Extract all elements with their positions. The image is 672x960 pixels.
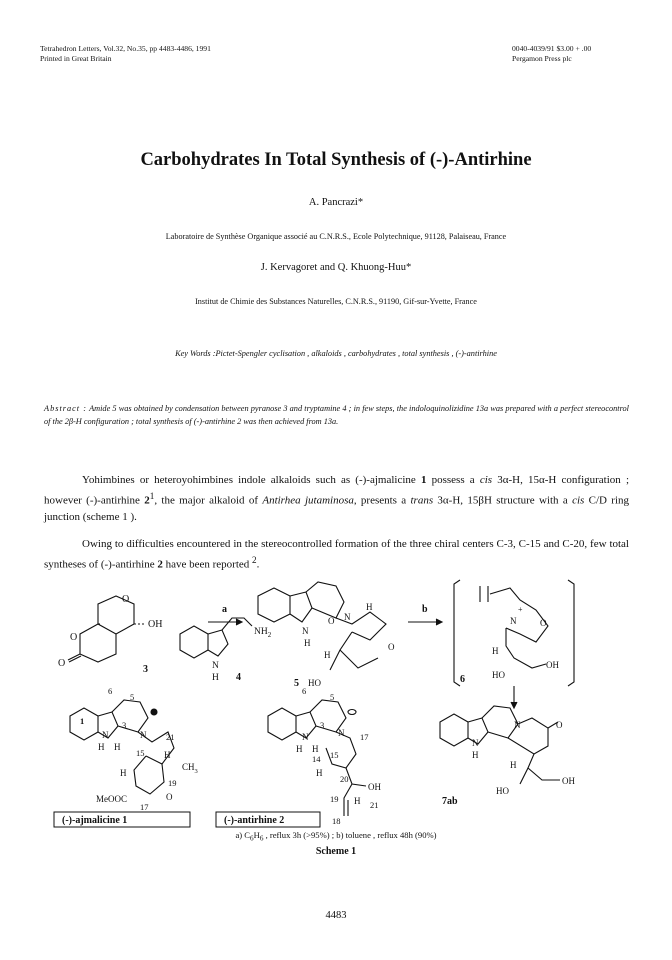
o-label: O — [166, 792, 173, 802]
italic-term: trans — [410, 494, 434, 507]
caption-text: , reflux 3h (>95%) ; b) toluene , reflux 48h (90%) — [263, 830, 437, 840]
scheme-1-diagram — [40, 572, 632, 828]
compound-label: 7ab — [442, 796, 458, 807]
atom-number: 19 — [168, 778, 177, 788]
atom-number: 5 — [130, 692, 135, 702]
compound-7ab-structure — [440, 706, 575, 807]
paragraph-1 — [44, 472, 629, 525]
iminium-n: N — [510, 616, 517, 626]
text-span: Owing to difficulties encountered in the stereocontrolled formation of the three chiral centers C-3, C-15 and C-20, few total syntheses of (-)-antirhine — [44, 538, 629, 571]
arrow-label: b — [422, 604, 428, 615]
text-span: . — [256, 558, 260, 571]
o-label: O — [388, 642, 395, 652]
atom-number: 6 — [108, 686, 113, 696]
plus-charge: + — [518, 605, 523, 614]
compound-6-structure — [454, 580, 574, 686]
indole-n: N — [212, 661, 219, 671]
text-span: Yohimbines or heteroyohimbines indole alkaloids such as (-)-ajmalicine — [82, 474, 421, 486]
atom-number: 15 — [136, 748, 145, 758]
o-label: O — [556, 720, 563, 730]
atom-number: 20 — [340, 774, 349, 784]
affiliation-1: Laboratoire de Synthèse Organique associé au C.N.R.S., Ecole Polytechnique, 91128, Palaiseau, France — [165, 232, 507, 241]
arrow-b — [408, 604, 442, 625]
h-label: H — [312, 744, 319, 754]
compound-ref: 2 — [144, 494, 150, 507]
abstract — [44, 402, 629, 428]
caption-text: H — [253, 830, 260, 840]
oh-label: OH — [546, 660, 559, 670]
page-number: 4483 — [325, 910, 347, 921]
oh-label: OH — [562, 776, 575, 786]
abstract-text: Amide 5 was obtained by condensation between pyranose 3 and tryptamine 4 ; in few steps, the indoloquinolizidine 13a was prepared with a perfect stereocontrol of the 2β-H configuration ; total synthesis of (-)-antirhine 2 was then achieved from 13a. — [44, 404, 629, 426]
publisher: Pergamon Press plc — [512, 54, 572, 63]
scheme-caption — [0, 830, 672, 843]
compound-label: 3 — [143, 664, 148, 675]
affiliation-2: Institut de Chimie des Substances Naturelles, C.N.R.S., 91190, Gif-sur-Yvette, France — [195, 297, 477, 306]
atom-number: 17 — [140, 802, 149, 812]
n-label: N — [514, 720, 521, 730]
arrow-a — [208, 604, 242, 625]
methyl-label: $CH_3$ — [182, 762, 198, 775]
paper-title: Carbohydrates In Total Synthesis of (-)-Antirhine — [140, 150, 532, 170]
atom-number: 1 — [80, 716, 85, 726]
author-2: J. Kervagoret and Q. Khuong-Huu* — [260, 262, 412, 273]
journal-code — [512, 44, 672, 64]
text-span: , the major alkaloid of — [154, 494, 263, 507]
text-span: C/D ring junction (scheme 1 ). — [44, 494, 629, 523]
n-label: N — [338, 728, 345, 738]
n-label: N — [140, 730, 147, 740]
atom-number: 14 — [312, 754, 321, 764]
compound-4-structure — [180, 618, 272, 683]
indole-n: N — [472, 738, 479, 748]
atom-number: 18 — [332, 816, 341, 826]
text-span: possess a — [426, 474, 480, 486]
arrow-label: a — [222, 604, 227, 615]
h-label: H — [120, 768, 127, 778]
text-span: 3α-H, 15α-H configuration ; however (-)-antirhine — [44, 474, 629, 507]
atom-number: 6 — [302, 686, 307, 696]
ho-label: HO — [492, 670, 505, 680]
ho-label: HO — [496, 786, 509, 796]
atom-number: 3 — [320, 720, 325, 730]
h-label: H — [492, 646, 499, 656]
h-label: H — [296, 744, 303, 754]
h-label: H — [510, 760, 517, 770]
carbonyl-oxygen: O — [58, 658, 66, 669]
author-1: A. Pancrazi* — [308, 197, 364, 208]
h-label: H — [164, 750, 171, 760]
amine-label: $NH_2$ — [254, 627, 272, 639]
hydroxyl: OH — [148, 619, 163, 630]
ester-oxygen: O — [70, 632, 78, 643]
compound-label: 4 — [236, 672, 241, 683]
compound-ref: 1 — [420, 474, 427, 486]
compound-ref: 2 — [157, 558, 163, 571]
atom-number: 5 — [330, 692, 335, 702]
journal-line: Tetrahedron Letters, Vol.32, No.35, pp 4483-4486, 1991 — [40, 44, 211, 53]
caption-text: a) C — [235, 830, 251, 840]
subscript: 6 — [259, 834, 264, 843]
h-label: H — [304, 638, 311, 648]
price-code: 0040-4039/91 $3.00 + .00 — [512, 44, 592, 53]
antirhine-structure — [216, 686, 381, 827]
compound-3-structure — [58, 594, 162, 675]
ester-label: MeOOC — [96, 794, 127, 804]
atom-number: 21 — [370, 800, 379, 810]
amide-n: N — [344, 612, 351, 622]
paragraph-2 — [44, 536, 629, 573]
oh-label: OH — [368, 782, 381, 792]
compound-label: 6 — [460, 674, 465, 685]
indole-h: H — [212, 673, 219, 683]
printed-line: Printed in Great Britain — [40, 54, 112, 63]
atom-number: 21 — [166, 732, 175, 742]
text-span: have been reported — [162, 558, 253, 571]
reference-mark: 2 — [252, 555, 257, 565]
text-span: 3α-H, 15βH structure with a — [433, 494, 573, 507]
subscript: 6 — [250, 834, 254, 843]
h-label: H — [472, 750, 479, 760]
ho-label: HO — [308, 678, 321, 688]
compound-name: (-)-ajmalicine 1 — [62, 815, 128, 826]
keywords: Key Words :Pictet-Spengler cyclisation , alkaloids , carbohydrates , total synthesis , (-)-antirhine — [175, 349, 497, 358]
journal-citation — [40, 44, 211, 64]
h-label: H — [98, 742, 105, 752]
atom-number: 19 — [330, 794, 339, 804]
compound-5-structure — [258, 582, 395, 689]
compound-label: 5 — [294, 678, 299, 689]
h-label: H — [114, 742, 121, 752]
italic-term: cis — [572, 494, 585, 507]
atom-number: 3 — [122, 720, 127, 730]
arrow-down — [511, 686, 517, 708]
h-label: H — [366, 602, 373, 612]
ring-oxygen: O — [122, 594, 130, 605]
ajmalicine-structure — [54, 686, 198, 827]
h-label: H — [316, 768, 323, 778]
italic-term: cis — [479, 474, 493, 486]
indole-n: N — [302, 732, 309, 742]
abstract-label: Abstract : — [44, 404, 88, 413]
atom-number: 17 — [360, 732, 369, 742]
compound-name: (-)-antirhine 2 — [224, 815, 285, 826]
o-label: O — [540, 618, 547, 628]
reference-mark: 1 — [149, 491, 155, 501]
o-label: O — [328, 616, 335, 626]
n-label: N — [302, 626, 309, 636]
atom-number: 15 — [330, 750, 339, 760]
species-name: Antirhea jutaminosa — [262, 494, 354, 507]
scheme-label: Scheme 1 — [315, 846, 357, 857]
text-span: , presents a — [353, 494, 411, 507]
h-label: H — [354, 796, 361, 806]
indole-n: N — [102, 730, 109, 740]
h-label: H — [324, 650, 331, 660]
